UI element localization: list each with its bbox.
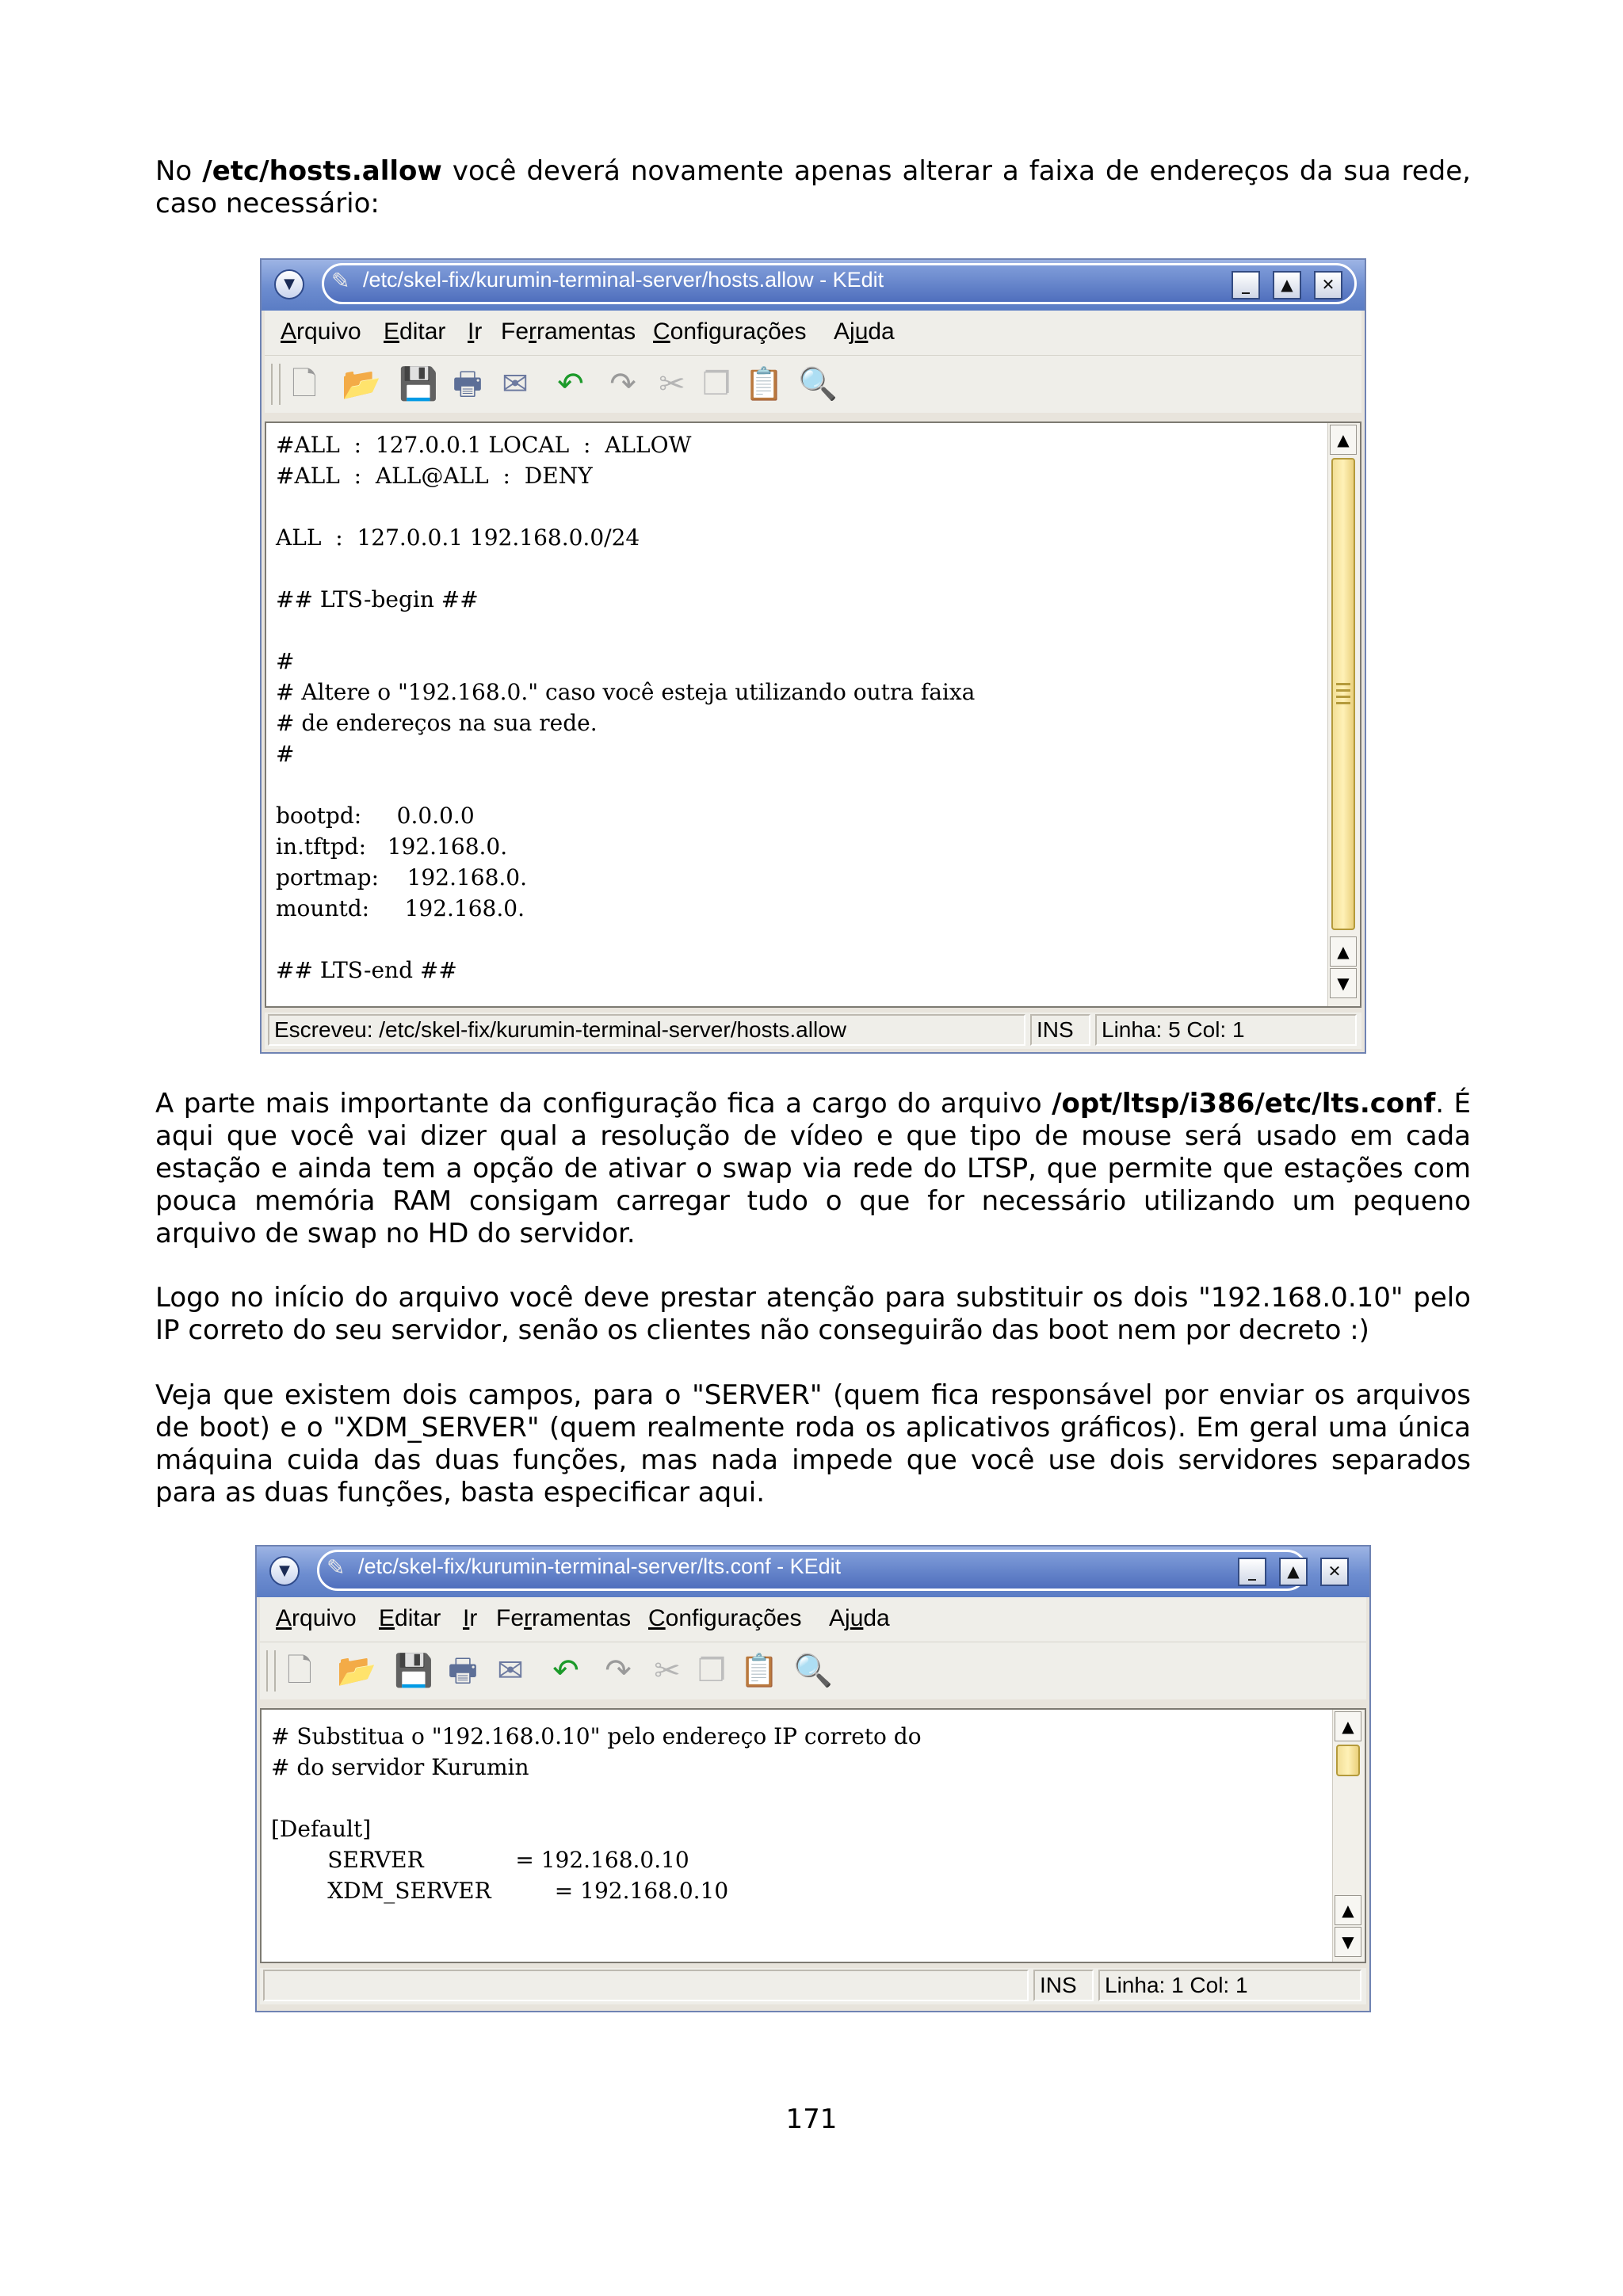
kedit-window-lts-conf <box>255 1545 1371 2012</box>
menu-ajuda[interactable]: Ajuda <box>829 1605 890 1631</box>
undo-icon[interactable]: ↶ <box>557 366 584 402</box>
scroll-thumb[interactable] <box>1331 458 1355 930</box>
menu-editar[interactable]: Editar <box>384 318 446 345</box>
menu-ajuda[interactable]: Ajuda <box>834 318 895 345</box>
paragraph-server-fields <box>155 1379 1471 1509</box>
menu-ferramentas[interactable]: Ferramentas <box>501 318 636 345</box>
window-title: /etc/skel-fix/kurumin-terminal-server/lts.conf - KEdit <box>358 1554 842 1578</box>
cut-icon[interactable]: ✂ <box>654 1653 681 1689</box>
close-button[interactable]: ✕ <box>1314 271 1342 299</box>
menubar <box>260 1597 1366 1642</box>
path-lts-conf: /opt/ltsp/i386/etc/lts.conf <box>1052 1088 1436 1119</box>
new-file-icon[interactable]: 🗋 <box>286 1653 313 1689</box>
vertical-scrollbar[interactable] <box>1327 423 1360 1006</box>
menu-editar[interactable]: Editar <box>379 1605 441 1631</box>
window-title: /etc/skel-fix/kurumin-terminal-server/hosts.allow - KEdit <box>363 268 884 292</box>
text: No <box>155 155 203 187</box>
vertical-scrollbar[interactable] <box>1332 1710 1365 1962</box>
menu-arquivo[interactable]: Arquivo <box>281 318 361 345</box>
menu-configuracoes[interactable]: Configurações <box>653 318 807 345</box>
menubar <box>265 311 1361 355</box>
mail-icon[interactable]: ✉ <box>497 1653 524 1689</box>
paragraph-lts-conf <box>155 1088 1471 1250</box>
kedit-app-icon: ✎ <box>331 268 350 294</box>
scroll-up-arrow-icon[interactable]: ▲ <box>1335 1895 1361 1925</box>
paste-icon[interactable]: 📋 <box>739 1653 779 1689</box>
text: você deverá novamente apenas alterar a faixa de endereços da sua rede, caso necessário: <box>155 155 1471 219</box>
save-icon[interactable]: 💾 <box>399 366 438 402</box>
search-icon[interactable]: 🔍 <box>798 366 838 402</box>
new-file-icon[interactable]: 🗋 <box>291 366 318 402</box>
status-bar <box>260 1968 1366 2004</box>
status-message <box>263 1970 1029 2001</box>
paste-icon[interactable]: 📋 <box>744 366 784 402</box>
status-insert-mode: INS <box>1030 1014 1090 1046</box>
maximize-button[interactable]: ▲ <box>1273 271 1301 299</box>
page-number: 171 <box>785 2103 838 2135</box>
file-content[interactable]: # Substitua o "192.168.0.10" pelo endereço IP correto do # do servidor Kurumin [Default] SERVER = 192.168.0.10 XDM_SERVER = 192.168.0.10 <box>271 1723 922 1904</box>
text: A parte mais importante da configuração fica a cargo do arquivo <box>155 1088 1052 1119</box>
toolbar <box>260 1642 1366 1699</box>
menu-arquivo[interactable]: Arquivo <box>276 1605 357 1631</box>
close-button[interactable]: ✕ <box>1320 1558 1349 1586</box>
undo-icon[interactable]: ↶ <box>552 1653 579 1689</box>
window-menu-button[interactable]: ▼ <box>269 1556 300 1586</box>
menu-ferramentas[interactable]: Ferramentas <box>496 1605 632 1631</box>
status-message: Escreveu: /etc/skel-fix/kurumin-terminal-server/hosts.allow <box>268 1014 1025 1046</box>
scroll-down-arrow-icon[interactable]: ▼ <box>1330 968 1357 998</box>
status-insert-mode: INS <box>1033 1970 1094 2001</box>
titlebar[interactable] <box>262 260 1365 311</box>
menu-ir[interactable]: Ir <box>468 318 483 345</box>
open-folder-icon[interactable]: 📂 <box>337 1653 376 1689</box>
toolbar-grip-icon[interactable] <box>271 364 281 405</box>
scroll-thumb[interactable] <box>1336 1745 1360 1776</box>
text-editor[interactable] <box>260 1708 1366 1963</box>
toolbar <box>265 355 1361 413</box>
file-content[interactable]: #ALL : 127.0.0.1 LOCAL : ALLOW #ALL : ALL@ALL : DENY ALL : 127.0.0.1 192.168.0.0/24 ## LTS-begin ## # # Altere o "192.168.0." caso você esteja utilizando outra faixa # de endereços na sua rede. # bootpd: 0.0.0.0 in.tftpd: 192.168.0. portmap: 192.168.0. mountd: 192.168.0. ## LTS-end ## <box>276 432 976 983</box>
kedit-window-hosts-allow <box>260 258 1366 1054</box>
print-icon[interactable]: 🖶 <box>453 366 483 402</box>
print-icon[interactable]: 🖶 <box>448 1653 478 1689</box>
minimize-button[interactable]: _ <box>1238 1558 1266 1586</box>
minimize-button[interactable]: _ <box>1232 271 1260 299</box>
text: Logo no início do arquivo você deve prestar atenção para substituir os dois "192.168.0.10" pelo IP correto do seu servidor, senão os clientes não conseguirão das boot nem por decreto :) <box>155 1282 1471 1346</box>
scroll-up-arrow-icon[interactable]: ▲ <box>1330 936 1357 967</box>
copy-icon[interactable]: ❐ <box>702 366 731 402</box>
status-cursor-position: Linha: 5 Col: 1 <box>1095 1014 1357 1046</box>
scroll-down-arrow-icon[interactable]: ▼ <box>1335 1927 1361 1957</box>
redo-icon[interactable]: ↷ <box>605 1653 632 1689</box>
text-editor[interactable] <box>265 421 1361 1008</box>
window-menu-button[interactable]: ▼ <box>274 269 304 299</box>
copy-icon[interactable]: ❐ <box>697 1653 726 1689</box>
scroll-up-arrow-icon[interactable]: ▲ <box>1335 1711 1361 1741</box>
paragraph-hosts-allow <box>155 155 1471 220</box>
scroll-up-arrow-icon[interactable]: ▲ <box>1330 425 1357 455</box>
maximize-button[interactable]: ▲ <box>1279 1558 1308 1586</box>
text: Veja que existem dois campos, para o "SERVER" (quem fica responsável por enviar os arquivos de boot) e o "XDM_SERVER" (quem realmente roda os aplicativos gráficos). Em geral uma única máquina cuida das duas funções, mas nada impede que você use dois servidores separados para as duas funções, basta especificar aqui. <box>155 1379 1471 1508</box>
search-icon[interactable]: 🔍 <box>793 1653 833 1689</box>
menu-ir[interactable]: Ir <box>463 1605 478 1631</box>
toolbar-grip-icon[interactable] <box>266 1650 276 1691</box>
text: . É aqui que você vai dizer qual a resolução de vídeo e que tipo de mouse será usado em cada estação e ainda tem a opção de ativar o swap via rede do LTSP, que permite que estações com pouca memória RAM consigam carregar tudo o que for necessário utilizando um pequeno arquivo de swap no HD do servidor. <box>155 1088 1471 1249</box>
status-cursor-position: Linha: 1 Col: 1 <box>1098 1970 1361 2001</box>
titlebar[interactable] <box>257 1547 1369 1597</box>
path-hosts-allow: /etc/hosts.allow <box>202 155 442 187</box>
cut-icon[interactable]: ✂ <box>659 366 685 402</box>
save-icon[interactable]: 💾 <box>394 1653 433 1689</box>
open-folder-icon[interactable]: 📂 <box>342 366 381 402</box>
redo-icon[interactable]: ↷ <box>609 366 636 402</box>
menu-configuracoes[interactable]: Configurações <box>648 1605 802 1631</box>
kedit-app-icon: ✎ <box>327 1554 346 1581</box>
mail-icon[interactable]: ✉ <box>502 366 529 402</box>
status-bar <box>265 1013 1361 1049</box>
paragraph-ip-substitution <box>155 1282 1471 1347</box>
